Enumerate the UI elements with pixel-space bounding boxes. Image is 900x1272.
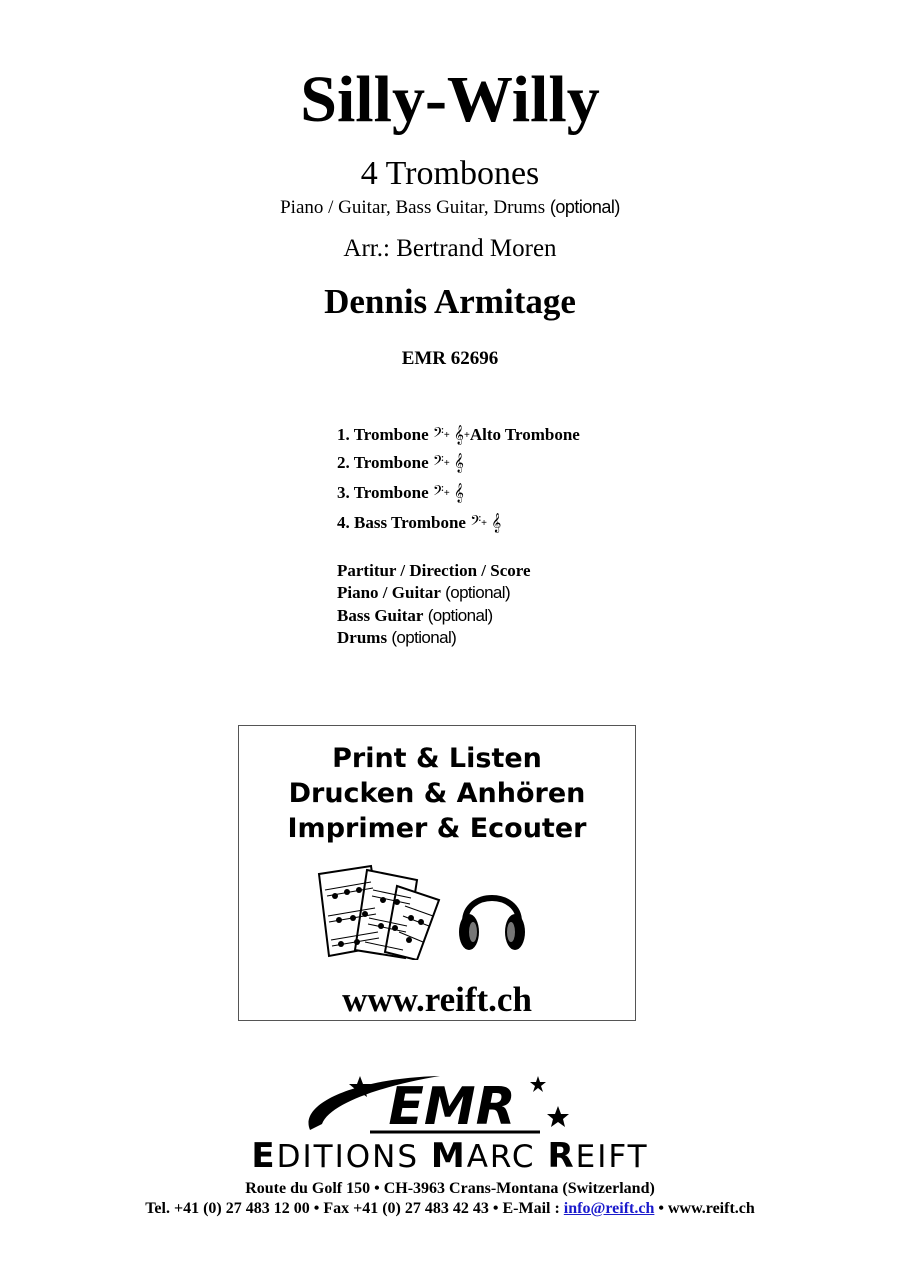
treble-clef-icon: 𝄞 bbox=[453, 453, 464, 473]
part-extra: Alto Trombone bbox=[469, 425, 580, 444]
title: Silly-Willy bbox=[300, 63, 600, 136]
sheet-music-icon bbox=[311, 860, 441, 960]
publisher-initial: M bbox=[430, 1136, 467, 1176]
headphones-icon bbox=[457, 880, 527, 956]
contact-line bbox=[0, 1199, 900, 1219]
extra-label: Bass Guitar bbox=[337, 606, 424, 625]
contact-website: • www.reift.ch bbox=[654, 1200, 755, 1217]
publisher-word: DITIONS bbox=[276, 1139, 420, 1175]
part-label: 2. Trombone bbox=[337, 453, 429, 472]
plus-sign: + bbox=[481, 518, 487, 529]
catalog-number: EMR 62696 bbox=[401, 348, 499, 369]
publisher-initial: R bbox=[547, 1136, 576, 1176]
promo-line: Print & Listen bbox=[332, 743, 542, 774]
publisher-word: ARC bbox=[466, 1139, 536, 1175]
arranger: Arr.: Bertrand Moren bbox=[343, 235, 557, 262]
part-item bbox=[337, 452, 464, 475]
emr-logo bbox=[300, 1072, 590, 1138]
publisher-initial: E bbox=[251, 1136, 277, 1176]
bass-clef-icon: 𝄢 bbox=[470, 513, 482, 533]
extra-label: Drums bbox=[337, 628, 388, 647]
promo-line: Imprimer & Ecouter bbox=[287, 813, 587, 844]
extra-item bbox=[337, 627, 456, 649]
composer: Dennis Armitage bbox=[324, 282, 576, 321]
promo-line: Drucken & Anhören bbox=[288, 778, 586, 809]
subtitle: 4 Trombones bbox=[360, 155, 540, 192]
part-item bbox=[337, 512, 501, 535]
bass-clef-icon: 𝄢 bbox=[432, 453, 444, 473]
address: Route du Golf 150 • CH-3963 Crans-Montana (Switzerland) bbox=[245, 1180, 655, 1197]
extra-label: Piano / Guitar bbox=[337, 583, 441, 602]
treble-clef-icon: 𝄞 bbox=[453, 483, 464, 503]
part-label: 4. Bass Trombone bbox=[337, 513, 466, 532]
instrumentation-optional: (optional) bbox=[549, 197, 620, 217]
extra-item bbox=[337, 582, 510, 604]
plus-sign: + bbox=[443, 458, 450, 469]
bass-clef-icon: 𝄢 bbox=[432, 483, 444, 503]
instrumentation-main: Piano / Guitar, Bass Guitar, Drums bbox=[280, 197, 546, 218]
promo-url[interactable]: www.reift.ch bbox=[342, 980, 532, 1019]
publisher-word: EIFT bbox=[575, 1139, 649, 1175]
part-item bbox=[337, 482, 464, 505]
part-label: 1. Trombone bbox=[337, 425, 429, 444]
treble-clef-icon: 𝄞 bbox=[453, 425, 464, 445]
part-label: 3. Trombone bbox=[337, 483, 429, 502]
extra-optional: (optional) bbox=[445, 583, 511, 602]
plus-sign: + bbox=[443, 488, 450, 499]
part-item bbox=[337, 424, 580, 447]
publisher-name bbox=[0, 1138, 900, 1175]
treble-clef-icon: 𝄞 bbox=[491, 513, 502, 533]
contact-phone-fax: Tel. +41 (0) 27 483 12 00 • Fax +41 (0) 27 483 42 43 • E-Mail : bbox=[145, 1200, 564, 1217]
extra-label: Partitur / Direction / Score bbox=[337, 561, 531, 580]
plus-sign: + bbox=[443, 430, 450, 441]
extra-optional: (optional) bbox=[391, 628, 457, 647]
instrumentation bbox=[0, 196, 900, 219]
bass-clef-icon: 𝄢 bbox=[432, 425, 444, 445]
extra-item bbox=[337, 605, 493, 627]
plus-sign: + bbox=[463, 430, 470, 441]
extra-optional: (optional) bbox=[427, 606, 493, 625]
print-listen-box bbox=[238, 725, 636, 1021]
email-link[interactable]: info@reift.ch bbox=[563, 1200, 655, 1217]
logo-text: EMR bbox=[388, 1077, 516, 1137]
extra-item bbox=[337, 560, 531, 582]
